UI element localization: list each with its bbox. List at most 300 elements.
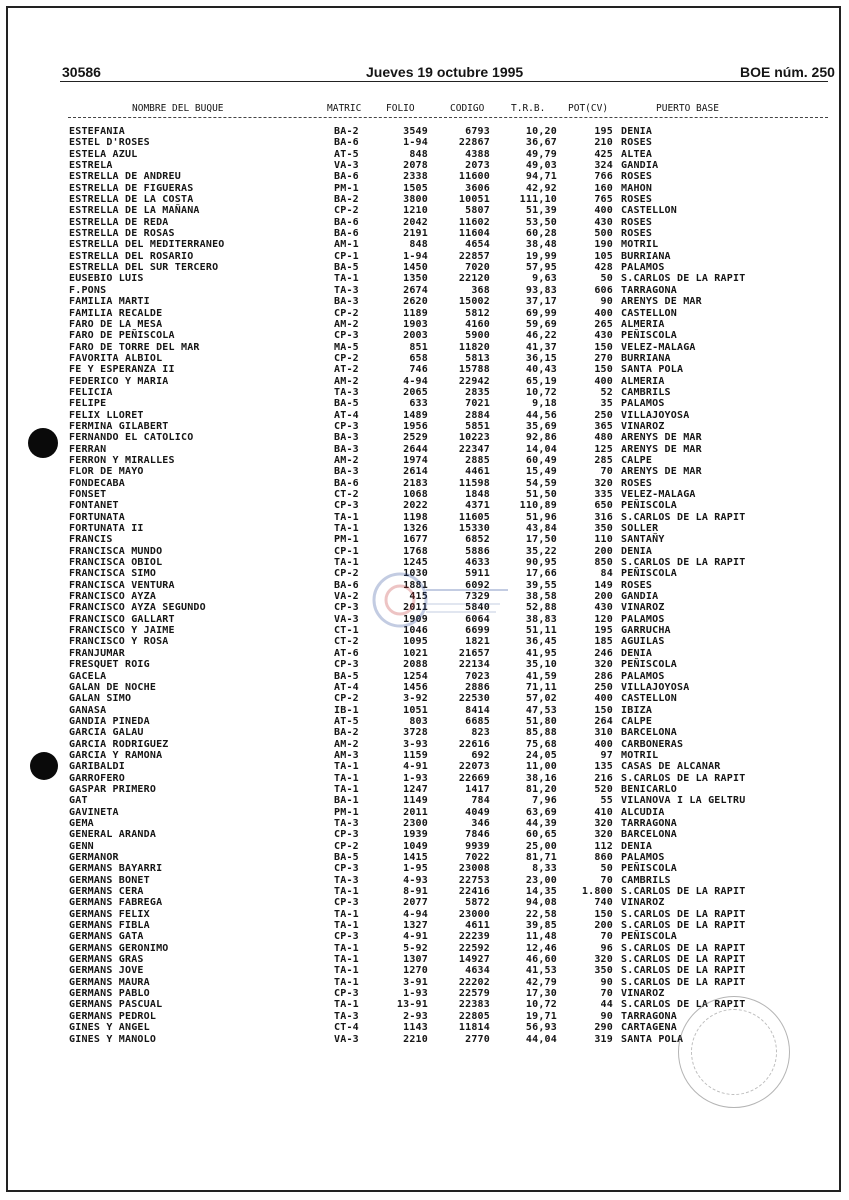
table-row (0, 909, 849, 920)
trb: 41,95 (525, 647, 557, 659)
power-cv: 70 (600, 988, 613, 1000)
home-port: GANDIA (621, 160, 659, 172)
table-row (0, 761, 849, 772)
matric: BA-2 (334, 727, 359, 739)
vessel-name: GERMANS BONET (69, 874, 150, 886)
matric: BA-6 (334, 171, 359, 183)
table-row (0, 875, 849, 886)
matric: TA-3 (334, 284, 359, 296)
trb: 65,19 (525, 375, 557, 387)
codigo: 11814 (458, 1022, 490, 1034)
trb: 47,53 (525, 704, 557, 716)
home-port: S.CARLOS DE LA RAPIT (621, 908, 746, 920)
codigo: 4049 (465, 806, 490, 818)
home-port: DENIA (621, 647, 653, 659)
power-cv: 35 (600, 398, 613, 410)
trb: 12,46 (525, 942, 557, 954)
folio: 1051 (403, 704, 428, 716)
folio: 2674 (403, 284, 428, 296)
folio: 2614 (403, 466, 428, 478)
power-cv: 200 (594, 920, 613, 932)
codigo: 22753 (458, 874, 490, 886)
trb: 59,69 (525, 318, 557, 330)
folio: 658 (409, 352, 428, 364)
vessel-name: GENN (69, 840, 94, 852)
home-port: CAMBRILS (621, 386, 671, 398)
matric: TA-1 (334, 999, 359, 1011)
folio: 1350 (403, 273, 428, 285)
vessel-name: FRANCIS (69, 534, 113, 546)
codigo: 4633 (465, 557, 490, 569)
codigo: 23008 (458, 863, 490, 875)
power-cv: 90 (600, 976, 613, 988)
table-row (0, 920, 849, 931)
vessel-name: ESTEL D'ROSES (69, 137, 150, 149)
home-port: TARRAGONA (621, 284, 677, 296)
folio: 1149 (403, 795, 428, 807)
codigo: 15002 (458, 296, 490, 308)
power-cv: 365 (594, 420, 613, 432)
home-port: DENIA (621, 545, 653, 557)
power-cv: 324 (594, 160, 613, 172)
vessel-name: FERRON Y MIRALLES (69, 454, 175, 466)
power-cv: 112 (594, 840, 613, 852)
power-cv: 84 (600, 568, 613, 580)
codigo: 2885 (465, 454, 490, 466)
home-port: BARCELONA (621, 829, 677, 841)
folio: 3549 (403, 126, 428, 137)
power-cv: 150 (594, 341, 613, 353)
codigo: 4611 (465, 920, 490, 932)
power-cv: 428 (594, 262, 613, 274)
power-cv: 265 (594, 318, 613, 330)
trb: 23,00 (525, 874, 557, 886)
folio: 2300 (403, 817, 428, 829)
trb: 11,48 (525, 931, 557, 943)
matric: PM-1 (334, 182, 359, 194)
trb: 75,68 (525, 738, 557, 750)
trb: 54,59 (525, 477, 557, 489)
folio: 2620 (403, 296, 428, 308)
vessel-name: ESTRELLA DE LA COSTA (69, 194, 194, 206)
matric: TA-3 (334, 386, 359, 398)
matric: CT-1 (334, 625, 359, 637)
trb: 7,96 (532, 795, 557, 807)
power-cv: 200 (594, 591, 613, 603)
power-cv: 425 (594, 148, 613, 160)
trb: 56,93 (525, 1022, 557, 1034)
trb: 57,95 (525, 262, 557, 274)
home-port: ALMERIA (621, 375, 665, 387)
codigo: 15330 (458, 523, 490, 535)
matric: AT-6 (334, 647, 359, 659)
matric: VA-2 (334, 591, 359, 603)
home-port: BURRIANA (621, 250, 671, 262)
folio: 1450 (403, 262, 428, 274)
home-port: ROSES (621, 228, 653, 240)
home-port: ROSES (621, 579, 653, 591)
codigo: 15788 (458, 364, 490, 376)
matric: AM-2 (334, 454, 359, 466)
power-cv: 286 (594, 670, 613, 682)
trb: 22,58 (525, 908, 557, 920)
header-dashed-rule (68, 117, 828, 118)
home-port: VINAROZ (621, 897, 665, 909)
table-row (0, 171, 849, 182)
folio: 1143 (403, 1022, 428, 1034)
folio: 1210 (403, 205, 428, 217)
home-port: CALPE (621, 715, 653, 727)
circular-stamp (678, 996, 790, 1108)
codigo: 5911 (465, 568, 490, 580)
folio: 2210 (403, 1033, 428, 1045)
trb: 44,56 (525, 409, 557, 421)
matric: TA-1 (334, 511, 359, 523)
table-row (0, 160, 849, 171)
codigo: 22134 (458, 659, 490, 671)
codigo: 4388 (465, 148, 490, 160)
codigo: 11600 (458, 171, 490, 183)
vessel-name: FONSET (69, 489, 107, 500)
power-cv: 125 (594, 443, 613, 455)
trb: 111,10 (519, 194, 557, 206)
table-row (0, 829, 849, 840)
vessel-name: FRANCISCA MUNDO (69, 545, 163, 557)
trb: 17,50 (525, 534, 557, 546)
codigo: 4160 (465, 318, 490, 330)
folio: 4-93 (403, 874, 428, 886)
codigo: 22347 (458, 443, 490, 455)
matric: CP-1 (334, 250, 359, 262)
codigo: 4634 (465, 965, 490, 977)
trb: 43,84 (525, 523, 557, 535)
trb: 51,39 (525, 205, 557, 217)
codigo: 8414 (465, 704, 490, 716)
table-row (0, 353, 849, 364)
codigo: 4461 (465, 466, 490, 478)
codigo: 11605 (458, 511, 490, 523)
power-cv: 150 (594, 704, 613, 716)
trb: 49,79 (525, 148, 557, 160)
trb: 11,00 (525, 761, 557, 773)
matric: BA-3 (334, 466, 359, 478)
home-port: IBIZA (621, 704, 653, 716)
codigo: 823 (471, 727, 490, 739)
trb: 44,04 (525, 1033, 557, 1045)
vessel-name: FARO DE PEÑISCOLA (69, 330, 175, 342)
table-row (0, 194, 849, 205)
journal-issue: BOE núm. 250 (740, 64, 835, 80)
matric: VA-3 (334, 613, 359, 625)
matric: TA-3 (334, 874, 359, 886)
power-cv: 310 (594, 727, 613, 739)
matric: CT-2 (334, 636, 359, 648)
power-cv: 195 (594, 625, 613, 637)
power-cv: 185 (594, 636, 613, 648)
trb: 51,50 (525, 489, 557, 500)
trb: 38,16 (525, 772, 557, 784)
col-header-trb: T.R.B. (511, 103, 546, 114)
folio: 1159 (403, 749, 428, 761)
table-row (0, 671, 849, 682)
vessel-name: F.PONS (69, 284, 107, 296)
table-row (0, 228, 849, 239)
matric: BA-5 (334, 262, 359, 274)
vessel-name: FRANCISCA SIMO (69, 568, 157, 580)
folio: 1198 (403, 511, 428, 523)
matric: BA-6 (334, 228, 359, 240)
matric: AT-4 (334, 409, 359, 421)
power-cv: 44 (600, 999, 613, 1011)
home-port: PEÑISCOLA (621, 500, 677, 512)
codigo: 22416 (458, 886, 490, 898)
vessel-name: GERMANS GATA (69, 931, 144, 943)
home-port: CASAS DE ALCANAR (621, 761, 721, 773)
power-cv: 110 (594, 534, 613, 546)
codigo: 23000 (458, 908, 490, 920)
table-row (0, 954, 849, 965)
codigo: 22616 (458, 738, 490, 750)
table-row (0, 239, 849, 250)
matric: CT-4 (334, 1022, 359, 1034)
vessel-name: GERMANS CERA (69, 886, 144, 898)
power-cv: 290 (594, 1022, 613, 1034)
codigo: 5812 (465, 307, 490, 319)
power-cv: 96 (600, 942, 613, 954)
vessel-name: FRANCISCA OBIOL (69, 557, 163, 569)
table-row (0, 466, 849, 477)
table-row (0, 863, 849, 874)
matric: TA-1 (334, 523, 359, 535)
codigo: 4371 (465, 500, 490, 512)
codigo: 7023 (465, 670, 490, 682)
home-port: PEÑISCOLA (621, 659, 677, 671)
matric: BA-5 (334, 852, 359, 863)
home-port: PALAMOS (621, 613, 665, 625)
matric: PM-1 (334, 534, 359, 546)
vessel-name: GEMA (69, 817, 94, 829)
vessel-name: GERMANS PABLO (69, 988, 150, 1000)
vessel-name: GERMANS BAYARRI (69, 863, 163, 875)
power-cv: 350 (594, 965, 613, 977)
table-row (0, 523, 849, 534)
power-cv: 430 (594, 216, 613, 228)
matric: BA-6 (334, 216, 359, 228)
matric: AT-5 (334, 715, 359, 727)
codigo: 6685 (465, 715, 490, 727)
vessel-name: EUSEBIO LUIS (69, 273, 144, 285)
matric: CP-3 (334, 659, 359, 671)
folio: 1-94 (403, 250, 428, 262)
table-row (0, 682, 849, 693)
trb: 63,69 (525, 806, 557, 818)
power-cv: 246 (594, 647, 613, 659)
folio: 1-94 (403, 137, 428, 149)
power-cv: 766 (594, 171, 613, 183)
power-cv: 120 (594, 613, 613, 625)
table-row (0, 500, 849, 511)
codigo: 5900 (465, 330, 490, 342)
matric: MA-5 (334, 341, 359, 353)
power-cv: 1.800 (581, 886, 613, 898)
trb: 38,48 (525, 239, 557, 251)
matric: TA-3 (334, 817, 359, 829)
home-port: ARENYS DE MAR (621, 443, 702, 455)
home-port: ALMERIA (621, 318, 665, 330)
home-port: CASTELLON (621, 693, 677, 705)
power-cv: 400 (594, 375, 613, 387)
codigo: 22805 (458, 1010, 490, 1022)
home-port: ROSES (621, 477, 653, 489)
vessel-name: FELIX LLORET (69, 409, 144, 421)
table-row (0, 137, 849, 148)
folio: 803 (409, 715, 428, 727)
vessel-name: ESTRELLA DE ANDREU (69, 171, 181, 183)
table-row (0, 773, 849, 784)
matric: TA-1 (334, 783, 359, 795)
codigo: 7022 (465, 852, 490, 863)
table-row (0, 273, 849, 284)
trb: 51,80 (525, 715, 557, 727)
matric: AM-1 (334, 239, 359, 251)
codigo: 346 (471, 817, 490, 829)
power-cv: 70 (600, 466, 613, 478)
codigo: 22857 (458, 250, 490, 262)
home-port: CASTELLON (621, 307, 677, 319)
folio: 1974 (403, 454, 428, 466)
trb: 37,17 (525, 296, 557, 308)
power-cv: 860 (594, 852, 613, 863)
home-port: DENIA (621, 126, 653, 137)
vessel-name: GANDIA PINEDA (69, 715, 150, 727)
matric: BA-3 (334, 432, 359, 444)
home-port: VILANOVA I LA GELTRU (621, 795, 746, 807)
vessel-name: FARO DE LA MESA (69, 318, 163, 330)
codigo: 5886 (465, 545, 490, 557)
trb: 38,83 (525, 613, 557, 625)
codigo: 6064 (465, 613, 490, 625)
trb: 41,59 (525, 670, 557, 682)
home-port: CAMBRILS (621, 874, 671, 886)
folio: 5-92 (403, 942, 428, 954)
vessel-name: FRESQUET ROIG (69, 659, 150, 671)
home-port: PEÑISCOLA (621, 568, 677, 580)
table-row (0, 693, 849, 704)
trb: 42,79 (525, 976, 557, 988)
punch-hole (30, 752, 58, 780)
codigo: 7020 (465, 262, 490, 274)
home-port: S.CARLOS DE LA RAPIT (621, 511, 746, 523)
table-row (0, 659, 849, 670)
trb: 51,11 (525, 625, 557, 637)
vessel-name: GARCIA RODRIGUEZ (69, 738, 169, 750)
power-cv: 70 (600, 931, 613, 943)
trb: 19,99 (525, 250, 557, 262)
codigo: 5851 (465, 420, 490, 432)
home-port: SANTA POLA (621, 364, 684, 376)
table-row (0, 818, 849, 829)
table-row (0, 183, 849, 194)
codigo: 10051 (458, 194, 490, 206)
matric: TA-1 (334, 273, 359, 285)
trb: 81,20 (525, 783, 557, 795)
folio: 1189 (403, 307, 428, 319)
matric: TA-1 (334, 772, 359, 784)
home-port: PALAMOS (621, 670, 665, 682)
table-row (0, 126, 849, 137)
folio: 2-93 (403, 1010, 428, 1022)
codigo: 6793 (465, 126, 490, 137)
power-cv: 319 (594, 1033, 613, 1045)
vessel-name: ESTRELLA DEL MEDITERRANEO (69, 239, 225, 251)
matric: IB-1 (334, 704, 359, 716)
home-port: DENIA (621, 840, 653, 852)
matric: VA-3 (334, 1033, 359, 1045)
vessel-name: ESTEFANIA (69, 126, 125, 137)
vessel-name: GASPAR PRIMERO (69, 783, 157, 795)
folio: 1270 (403, 965, 428, 977)
home-port: GARRUCHA (621, 625, 671, 637)
codigo: 6699 (465, 625, 490, 637)
folio: 1956 (403, 420, 428, 432)
folio: 3800 (403, 194, 428, 206)
trb: 69,99 (525, 307, 557, 319)
vessel-name: GERMANS FABREGA (69, 897, 163, 909)
table-row (0, 705, 849, 716)
codigo: 22579 (458, 988, 490, 1000)
matric: BA-3 (334, 443, 359, 455)
trb: 40,43 (525, 364, 557, 376)
power-cv: 195 (594, 126, 613, 137)
vessel-name: ESTRELLA DE REDA (69, 216, 169, 228)
vessel-name: FLOR DE MAYO (69, 466, 144, 478)
page-number: 30586 (62, 64, 101, 80)
power-cv: 765 (594, 194, 613, 206)
folio: 1254 (403, 670, 428, 682)
codigo: 10223 (458, 432, 490, 444)
folio: 4-94 (403, 908, 428, 920)
matric: TA-1 (334, 976, 359, 988)
matric: CT-2 (334, 489, 359, 500)
table-row (0, 784, 849, 795)
vessel-name: GINES Y MANOLO (69, 1033, 157, 1045)
power-cv: 149 (594, 579, 613, 591)
trb: 25,00 (525, 840, 557, 852)
issue-date: Jueves 19 octubre 1995 (366, 64, 524, 80)
trb: 38,58 (525, 591, 557, 603)
codigo: 6852 (465, 534, 490, 546)
power-cv: 430 (594, 602, 613, 614)
power-cv: 250 (594, 681, 613, 693)
matric: VA-3 (334, 160, 359, 172)
codigo: 22120 (458, 273, 490, 285)
home-port: S.CARLOS DE LA RAPIT (621, 557, 746, 569)
col-header-matric: MATRIC (327, 103, 362, 114)
power-cv: 270 (594, 352, 613, 364)
table-row (0, 330, 849, 341)
matric: CP-3 (334, 897, 359, 909)
table-row (0, 364, 849, 375)
matric: CP-2 (334, 352, 359, 364)
trb: 53,50 (525, 216, 557, 228)
folio: 1903 (403, 318, 428, 330)
codigo: 2886 (465, 681, 490, 693)
home-port: S.CARLOS DE LA RAPIT (621, 920, 746, 932)
folio: 1909 (403, 613, 428, 625)
table-row (0, 410, 849, 421)
power-cv: 500 (594, 228, 613, 240)
folio: 2065 (403, 386, 428, 398)
